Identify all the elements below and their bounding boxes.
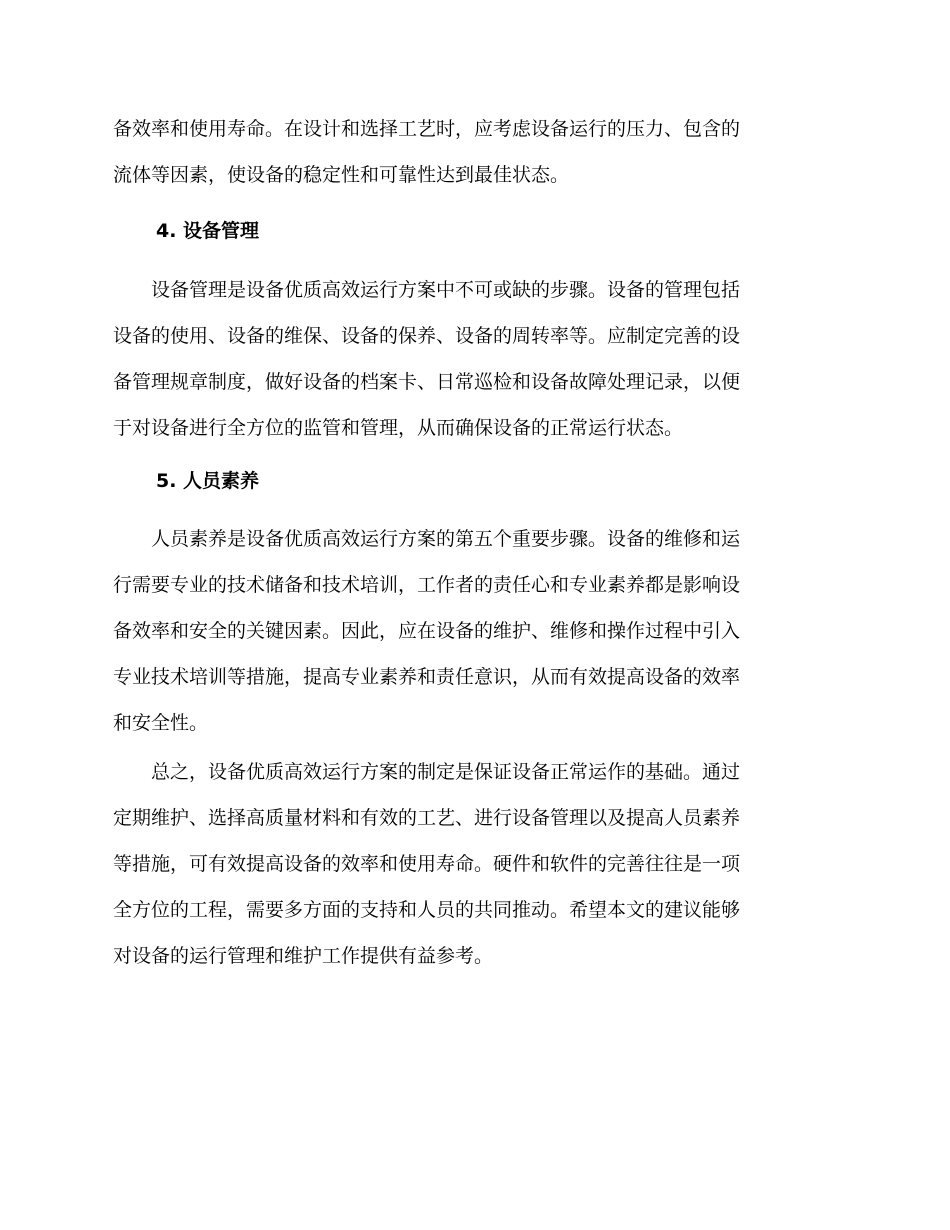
paragraph-conclusion [113, 749, 833, 979]
text-line: 备效率和安全的关键因素。因此，应在设备的维护、维修和操作过程中引入 [113, 620, 741, 642]
text-line: 和安全性。 [113, 712, 209, 734]
text-line: 行需要专业的技术储备和技术培训，工作者的责任心和专业素养都是影响设 [113, 574, 741, 596]
text-line: 备效率和使用寿命。在设计和选择工艺时，应考虑设备运行的压力、包含的 [113, 118, 741, 140]
section-heading-5: 5. 人员素养 [156, 470, 260, 492]
text-line: 定期维护、选择高质量材料和有效的工艺、进行设备管理以及提高人员素养 [113, 807, 741, 829]
text-line: 专业技术培训等措施，提高专业素养和责任意识，从而有效提高设备的效率 [113, 666, 741, 688]
paragraph-equipment-management [113, 267, 833, 451]
text-line: 人员素养是设备优质高效运行方案的第五个重要步骤。设备的维修和运 [113, 528, 741, 550]
text-line: 对设备的运行管理和维护工作提供有益参考。 [113, 945, 494, 967]
section-heading-4: 4. 设备管理 [156, 220, 260, 242]
text-line: 备管理规章制度，做好设备的档案卡、日常巡检和设备故障处理记录，以便 [113, 371, 741, 393]
text-line: 流体等因素，使设备的稳定性和可靠性达到最佳状态。 [113, 164, 570, 186]
text-line: 于对设备进行全方位的监管和管理，从而确保设备的正常运行状态。 [113, 417, 684, 439]
text-line: 等措施，可有效提高设备的效率和使用寿命。硬件和软件的完善往往是一项 [113, 853, 741, 875]
text-line: 全方位的工程，需要多方面的支持和人员的共同推动。希望本文的建议能够 [113, 899, 741, 921]
text-line: 设备管理是设备优质高效运行方案中不可或缺的步骤。设备的管理包括 [113, 279, 741, 301]
text-line: 设备的使用、设备的维保、设备的保养、设备的周转率等。应制定完善的设 [113, 325, 741, 347]
text-line: 总之，设备优质高效运行方案的制定是保证设备正常运作的基础。通过 [113, 761, 741, 783]
paragraph-personnel-quality [113, 516, 833, 746]
paragraph-intro [113, 106, 833, 198]
